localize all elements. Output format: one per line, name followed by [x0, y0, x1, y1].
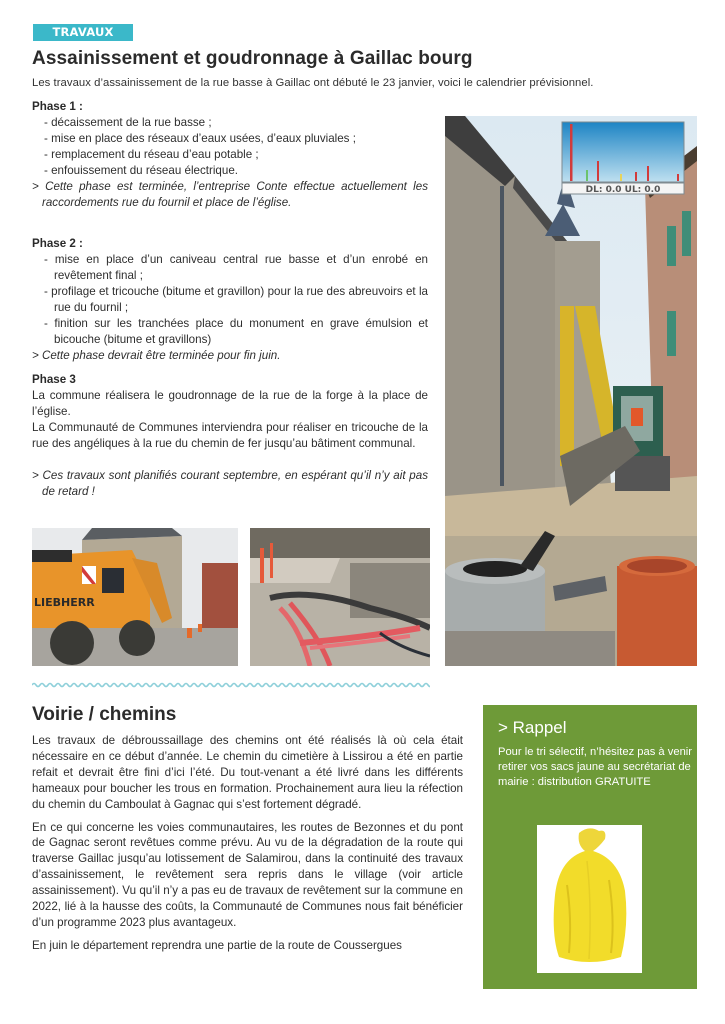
phase-heading: Phase 1 :: [32, 100, 83, 113]
rappel-title: > Rappel: [498, 718, 567, 737]
photo-trench-cables: [250, 528, 430, 666]
rappel-box: [483, 705, 697, 989]
article2-paragraph: En juin le département reprendra une partie de la route de Coussergues: [32, 938, 402, 952]
phase-note: > Cette phase devrait être terminée pour fin juin.: [32, 349, 281, 362]
phase-item: - profilage et tricouche (bitume et gravillon) pour la rue des abreuvoirs et la rue du fournil ;: [44, 285, 428, 314]
phase-items: [32, 252, 428, 348]
rappel-text: Pour le tri sélectif, n’hésitez pas à venir retirer vos sacs jaune au secrétariat de mairie : distribution GRATUITE: [498, 746, 693, 788]
phase-heading: Phase 2 :: [32, 237, 83, 250]
phase-paragraph: La commune réalisera le goudronnage de la rue de la forge à la place de l’église.: [32, 389, 428, 418]
phase-1: [32, 99, 428, 211]
article2-paragraph: Les travaux de débroussaillage des chemins ont été réalisés là où cela était nécessaire en ce début d’année. Le chemin du cimetière à Lissirou a été en partie refait et devrait être fini d’ici l’été. Du tout-venant a été livré dans les différents hameaux pour boucher les trous en formation. Prochainement aura lieu la réfection du chemin du Camboulat à Gagnac qui s’est fortement dégradé.: [32, 734, 463, 811]
photo-street-works: [445, 116, 697, 666]
photo-excavator: [32, 528, 238, 666]
section-badge: TRAVAUX: [33, 24, 133, 41]
article2-body: [32, 733, 463, 961]
excavator-brand: LIEBHERR: [34, 596, 95, 609]
article2-title: Voirie / chemins: [32, 704, 177, 725]
article-intro: Les travaux d’assainissement de la rue basse à Gaillac ont débuté le 23 janvier, voici le calendrier prévisionnel.: [32, 77, 594, 89]
article-title: Assainissement et goudronnage à Gaillac bourg: [32, 48, 473, 69]
wave-divider: [32, 680, 430, 690]
phase-3: [32, 372, 428, 500]
phase-heading: Phase 3: [32, 373, 76, 386]
phase-note: > Ces travaux sont planifiés courant septembre, en espérant qu’il n’y ait pas de retard !: [32, 469, 428, 498]
phase-item: - mise en place d’un caniveau central rue basse et d’un enrobé en revêtement final ;: [44, 253, 428, 282]
phase-note: > Cette phase est terminée, l’entreprise Conte effectue actuellement les raccordements rue du fournil et place de l’église.: [32, 180, 428, 209]
phase-item: - décaissement de la rue basse ;: [44, 116, 212, 129]
phase-2: [32, 236, 428, 364]
phase-item: - remplacement du réseau d’eau potable ;: [44, 148, 259, 161]
phase-paragraph: La Communauté de Communes interviendra pour réaliser en tricouche de la rue des angéliques à la rue du chemin de fer jusqu’au bâtiment communal.: [32, 421, 428, 450]
phase-item: - mise en place des réseaux d’eaux usées, d’eaux pluviales ;: [44, 132, 356, 145]
phase-item: - finition sur les tranchées place du monument en grave émulsion et bicouche (bitume et gravillons): [44, 317, 428, 346]
speed-overlay-text: DL: 0.0 UL: 0.0: [585, 185, 661, 195]
article2-paragraph: En ce qui concerne les voies communautaires, les routes de Bezonnes et du pont de Gagnac seront revêtues comme prévu. Au vu de la dégradation de la route qui traverse Gaillac jusqu’au lotissement de Salamirou, dans la continuité des travaux d’assainissement, le revêtement sera repris dans le village (voir article assainissement). Vu qu’il n’y a pas eu de travaux de revêtement sur la commune en 2022, lié à la hausse des coûts, la Communauté de Communes nous fait bénéficier d’un programme 2023 plus avantageux.: [32, 820, 463, 929]
phase-item: - enfouissement du réseau électrique.: [44, 164, 238, 177]
phase-items: [32, 115, 428, 179]
yellow-bag-image: [537, 825, 642, 973]
